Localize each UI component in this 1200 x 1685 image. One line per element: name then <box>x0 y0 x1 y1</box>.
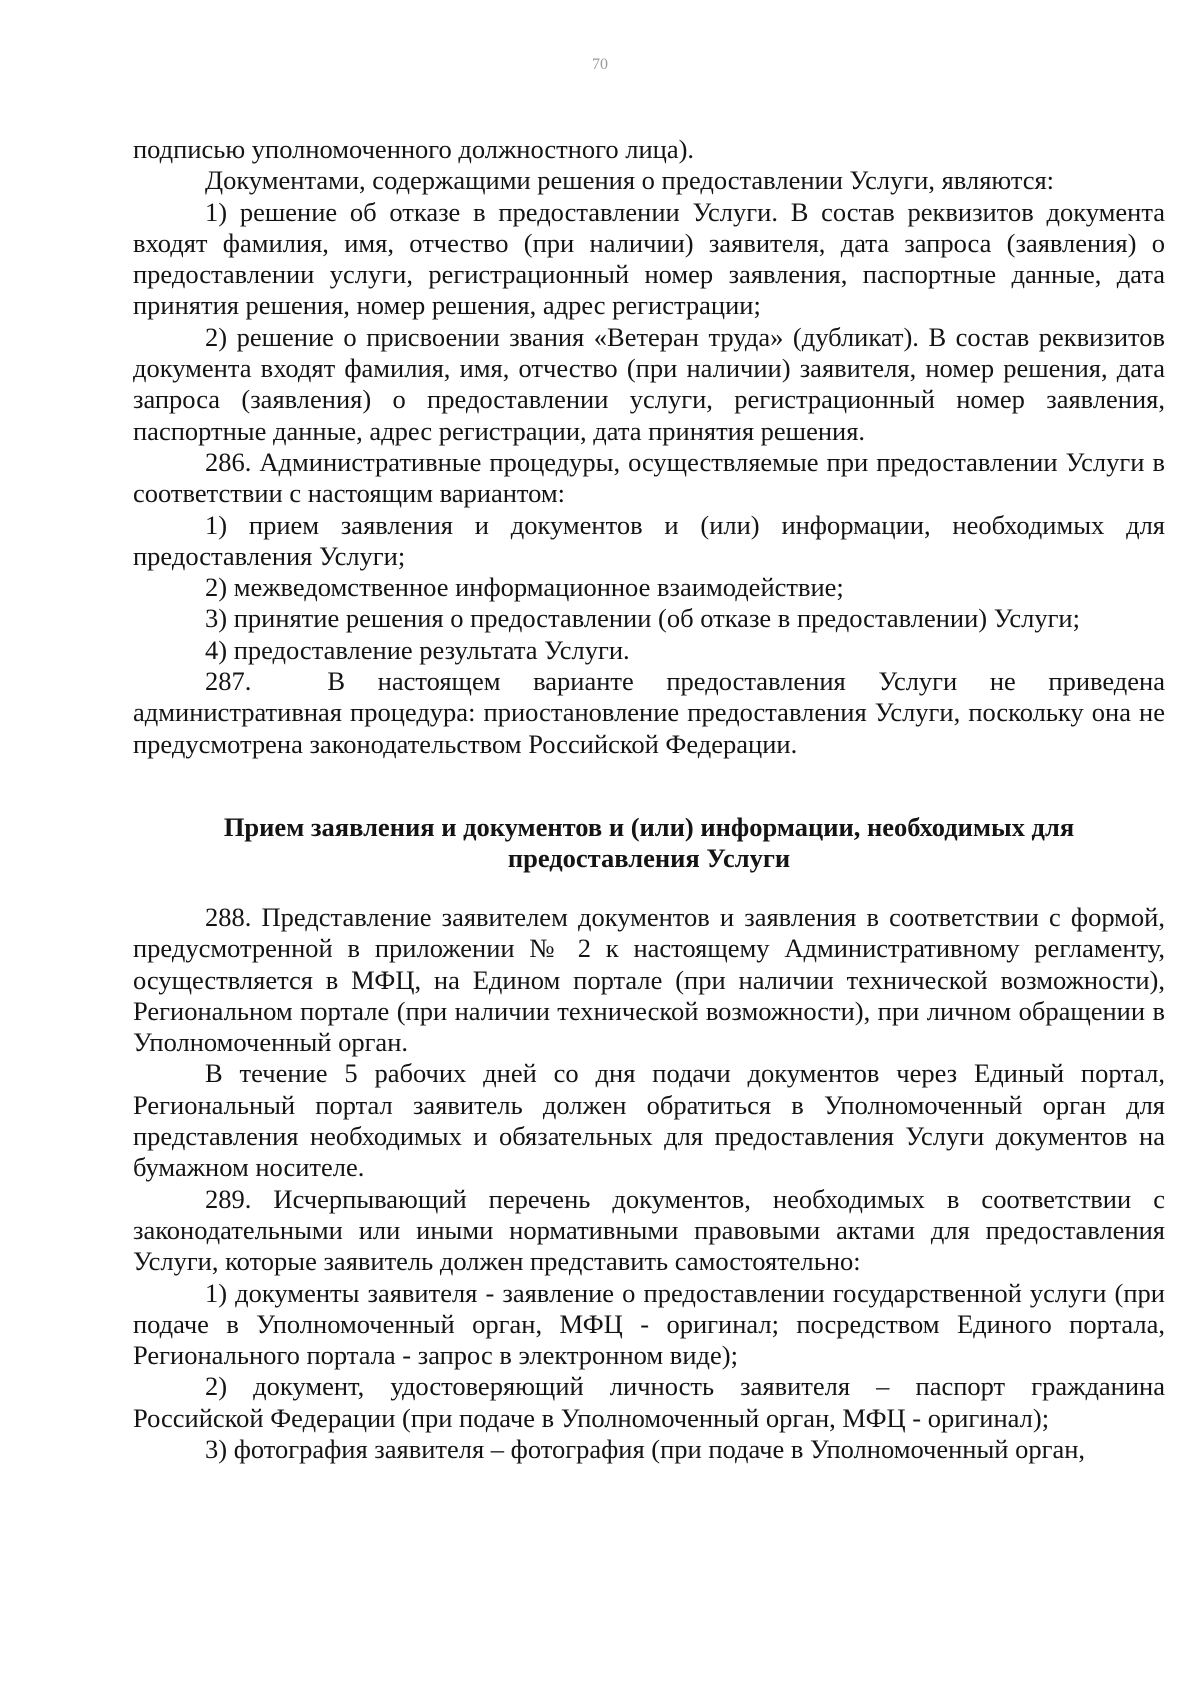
document-body <box>133 134 1165 1465</box>
section-heading-line-2: предоставления Услуги <box>507 842 791 873</box>
paragraph-five-days: В течение 5 рабочих дней со дня подачи документов через Единый портал, Региональный портал заявитель должен обратиться в Уполномоченный орган для представления необходимых и обязательных для предоставления Услуги документов на бумажном носителе. <box>133 1058 1165 1183</box>
list-item-procedure-2: 2) межведомственное информационное взаимодействие; <box>205 572 844 603</box>
paragraph-286: 286. Административные процедуры, осуществляемые при предоставлении Услуги в соответствии с настоящим вариантом: <box>133 446 1165 509</box>
list-item-procedure-4: 4) предоставление результата Услуги. <box>205 634 630 665</box>
list-item-document-3: 3) фотография заявителя – фотография (при подаче в Уполномоченный орган, <box>205 1433 1086 1464</box>
list-item-procedure-3: 3) принятие решения о предоставлении (об отказе в предоставлении) Услуги; <box>205 603 1080 634</box>
paragraph-refusal-decision: 1) решение об отказе в предоставлении Услуги. В состав реквизитов документа входят фамилия, имя, отчество (при наличии) заявителя, дата запроса (заявления) о предоставлении услуги, регистрационный номер заявления, паспортные данные, дата принятия решения, номер решения, адрес регистрации; <box>133 196 1165 321</box>
list-item-document-2: 2) документ, удостоверяющий личность заявителя – паспорт гражданина Российской Федерации (при подаче в Уполномоченный орган, МФЦ - оригинал); <box>133 1371 1165 1433</box>
paragraph-287-number: 287. <box>205 666 252 697</box>
paragraph-287 <box>133 666 1165 760</box>
section-heading <box>133 812 1165 874</box>
paragraph-288: 288. Представление заявителем документов и заявления в соответствии с формой, предусмотренной в приложении № 2 к настоящему Административному регламенту, осуществляется в МФЦ, на Едином портале (при наличии технической возможности), Региональном портале (при наличии технической возможности), при личном обращении в Уполномоченный орган. <box>133 901 1165 1058</box>
section-heading-line-1: Прием заявления и документов и (или) информации, необходимых для <box>223 811 1075 842</box>
paragraph-veteran-decision: 2) решение о присвоении звания «Ветеран труда» (дубликат). В состав реквизитов документа входят фамилия, имя, отчество (при наличии) заявителя, номер решения, дата запроса (заявления) о предоставлении услуги, регистрационный номер заявления, паспортные данные, адрес регистрации, дата принятия решения. <box>133 321 1165 446</box>
paragraph-continuation: подписью уполномоченного должностного лица). <box>133 134 695 164</box>
paragraph-decision-documents: Документами, содержащими решения о предоставлении Услуги, являются: <box>205 165 1055 196</box>
list-item-document-1: 1) документы заявителя - заявление о предоставлении государственной услуги (при подаче в Уполномоченный орган, МФЦ - оригинал; посредством Единого портала, Регионального портала - запрос в электронном виде); <box>133 1277 1165 1371</box>
list-item-procedure-1: 1) прием заявления и документов и (или) информации, необходимых для предоставления Услуги; <box>133 509 1165 571</box>
paragraph-287-text: В настоящем варианте предоставления Услуги не приведена административная процедура: приостановление предоставления Услуги, поскольку она не предусмотрена законодательством Российской Федерации. <box>133 666 1165 759</box>
page-number: 70 <box>592 56 608 73</box>
paragraph-289: 289. Исчерпывающий перечень документов, необходимых в соответствии с законодательными или иными нормативными правовыми актами для предоставления Услуги, которые заявитель должен представить самостоятельно: <box>133 1183 1165 1277</box>
